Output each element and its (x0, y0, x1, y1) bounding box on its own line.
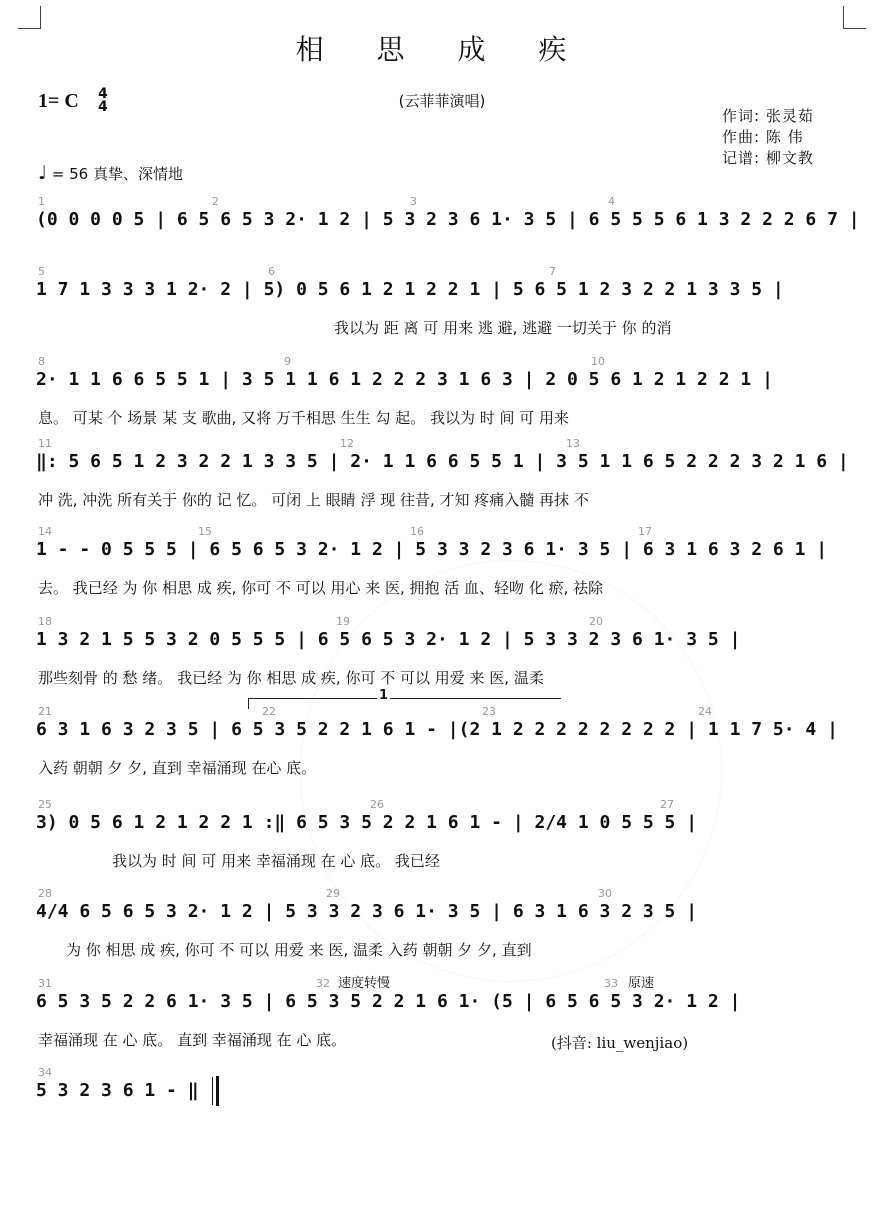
beam-underline (38, 653, 844, 654)
beam-underline (38, 393, 844, 394)
measure-number: 27 (660, 798, 674, 811)
measure-number: 25 (38, 798, 52, 811)
measure-number: 1 (38, 195, 45, 208)
jianpu-notes: 3) 0 5 6 1 2 1 2 2 1 :‖ 6 5 3 5 2 2 1 6 1 - | 2/4 1 0 5 5 5 | (36, 812, 698, 833)
beam-underline (38, 836, 844, 837)
lyrics-line: 那些刻骨 的 愁 绪。 我已经 为 你 相思 成 疾, 你可 不 可以 用爱 来 医, 温柔 (38, 669, 544, 687)
time-signature (98, 88, 108, 114)
measure-number: 6 (268, 265, 275, 278)
jianpu-notes: 1 - - 0 5 5 5 | 6 5 6 5 3 2· 1 2 | 5 3 3 2 3 6 1· 3 5 | 6 3 1 6 3 2 6 1 | (36, 539, 828, 560)
time-numerator: 4 (98, 86, 108, 102)
measure-number: 21 (38, 705, 52, 718)
measure-number: 23 (482, 705, 496, 718)
beam-underline (38, 743, 844, 744)
beam-underline (38, 1015, 844, 1016)
lyrics-line: 我以为 距 离 可 用来 逃 避, 逃避 一切关于 你 的消 (334, 319, 672, 337)
score-row (0, 887, 884, 967)
score-row (0, 525, 884, 605)
quarter-note-icon: ♩ (38, 162, 47, 184)
jianpu-notes: 5 3 2 3 6 1 - ‖ (36, 1080, 199, 1101)
measure-number: 14 (38, 525, 52, 538)
score-row (0, 977, 884, 1057)
measure-number: 30 (598, 887, 612, 900)
measure-number: 17 (638, 525, 652, 538)
volta-bracket (248, 688, 561, 709)
beam-underline (38, 475, 844, 476)
measure-number: 9 (284, 355, 291, 368)
measure-number: 20 (589, 615, 603, 628)
measure-number: 34 (38, 1066, 52, 1079)
score-row (0, 265, 884, 345)
jianpu-notes: 1 7 1 3 3 3 1 2· 2 | 5) 0 5 6 1 2 1 2 2 1 | 5 6 5 1 2 3 2 2 1 3 3 5 | (36, 279, 784, 300)
score-row (0, 355, 884, 435)
measure-number: 8 (38, 355, 45, 368)
measure-number: 13 (566, 437, 580, 450)
jianpu-notes: 4/4 6 5 6 5 3 2· 1 2 | 5 3 3 2 3 6 1· 3 5 | 6 3 1 6 3 2 3 5 | (36, 901, 698, 922)
lyricist: 作词: 张灵茹 (722, 107, 814, 125)
lyrics-line: 去。 我已经 为 你 相思 成 疾, 你可 不 可以 用心 来 医, 拥抱 活 血、轻吻 化 瘀, 祛除 (38, 579, 604, 597)
jianpu-notes: (0 0 0 0 5 | 6 5 6 5 3 2· 1 2 | 5 3 2 3 6 1· 3 5 | 6 5 5 5 6 1 3 2 2 2 6 7 | (36, 209, 860, 230)
measure-number: 16 (410, 525, 424, 538)
tempo-change-original: 原速 (628, 976, 655, 991)
jianpu-notes: ‖: 5 6 5 1 2 3 2 2 1 3 3 5 | 2· 1 1 6 6 5 5 1 | 3 5 1 1 6 5 2 2 2 3 2 1 6 | (36, 451, 849, 472)
measure-number: 4 (608, 195, 615, 208)
lyrics-line: 我以为 时 间 可 用来 幸福涌现 在 心 底。 我已经 (112, 852, 440, 870)
measure-number: 10 (591, 355, 605, 368)
lyrics-line: 为 你 相思 成 疾, 你可 不 可以 用爱 来 医, 温柔 入药 朝朝 夕 夕, 直到 (66, 941, 532, 959)
beam-underline (38, 925, 844, 926)
jianpu-notes: 2· 1 1 6 6 5 5 1 | 3 5 1 1 6 1 2 2 2 3 1 6 3 | 2 0 5 6 1 2 1 2 2 1 | (36, 369, 773, 390)
credits (722, 106, 814, 169)
jianpu-notes: 1 3 2 1 5 5 3 2 0 5 5 5 | 6 5 6 5 3 2· 1 2 | 5 3 3 2 3 6 1· 3 5 | (36, 629, 741, 650)
score-row (0, 615, 884, 695)
score-row (0, 195, 884, 275)
beam-underline (38, 563, 844, 564)
composer: 作曲: 陈 伟 (722, 128, 804, 146)
tempo-change-slowdown: 速度转慢 (338, 976, 391, 991)
measure-number: 33 (604, 977, 618, 990)
measure-number: 12 (340, 437, 354, 450)
measure-number: 32 (316, 977, 330, 990)
measure-number: 11 (38, 437, 52, 450)
crop-mark-top-right (843, 6, 866, 29)
measure-number: 3 (410, 195, 417, 208)
measure-number: 5 (38, 265, 45, 278)
tempo-marking (38, 162, 183, 184)
measure-number: 24 (698, 705, 712, 718)
footer-douyin: (抖音: liu_wenjiao) (551, 1034, 689, 1052)
measure-number: 2 (212, 195, 219, 208)
measure-number: 18 (38, 615, 52, 628)
song-title: 相 思 成 疾 (295, 33, 589, 66)
singer-credit: (云菲菲演唱) (398, 92, 486, 110)
score-row (0, 437, 884, 517)
beam-underline (38, 233, 844, 234)
lyrics-line: 幸福涌现 在 心 底。 直到 幸福涌现 在 心 底。 (38, 1031, 347, 1049)
measure-number: 31 (38, 977, 52, 990)
transcriber: 记谱: 柳文教 (722, 149, 814, 167)
jianpu-notes: 6 3 1 6 3 2 3 5 | 6 5 3 5 2 2 1 6 1 - |(2 1 2 2 2 2 2 2 2 2 | 1 1 7 5· 4 | (36, 719, 838, 740)
jianpu-notes: 6 5 3 5 2 2 6 1· 3 5 | 6 5 3 5 2 2 1 6 1· (5 | 6 5 6 5 3 2· 1 2 | (36, 991, 741, 1012)
beam-underline (38, 303, 844, 304)
lyrics-line: 冲 洗, 冲洗 所有关于 你的 记 忆。 可闭 上 眼睛 浮 现 往昔, 才知 疼痛入髓 再抹 不 (38, 491, 589, 509)
measure-number: 22 (262, 705, 276, 718)
tempo-text: = 56 真挚、深情地 (51, 165, 183, 183)
beam-underline (38, 1104, 844, 1105)
lyrics-line: 入药 朝朝 夕 夕, 直到 幸福涌现 在心 底。 (38, 759, 317, 777)
score-row (0, 1066, 884, 1146)
measure-number: 15 (198, 525, 212, 538)
measure-number: 7 (549, 265, 556, 278)
volta-label: 1 (379, 688, 389, 703)
key-signature: 1= C (38, 90, 79, 112)
measure-number: 19 (336, 615, 350, 628)
score-row (0, 705, 884, 785)
measure-number: 26 (370, 798, 384, 811)
measure-number: 29 (326, 887, 340, 900)
measure-number: 28 (38, 887, 52, 900)
score-row (0, 798, 884, 878)
time-denominator: 4 (98, 99, 108, 115)
final-barline (216, 1076, 219, 1106)
crop-mark-top-left (18, 6, 41, 29)
lyrics-line: 息。 可某 个 场景 某 支 歌曲, 又将 万千相思 生生 勾 起。 我以为 时 间 可 用来 (38, 409, 570, 427)
